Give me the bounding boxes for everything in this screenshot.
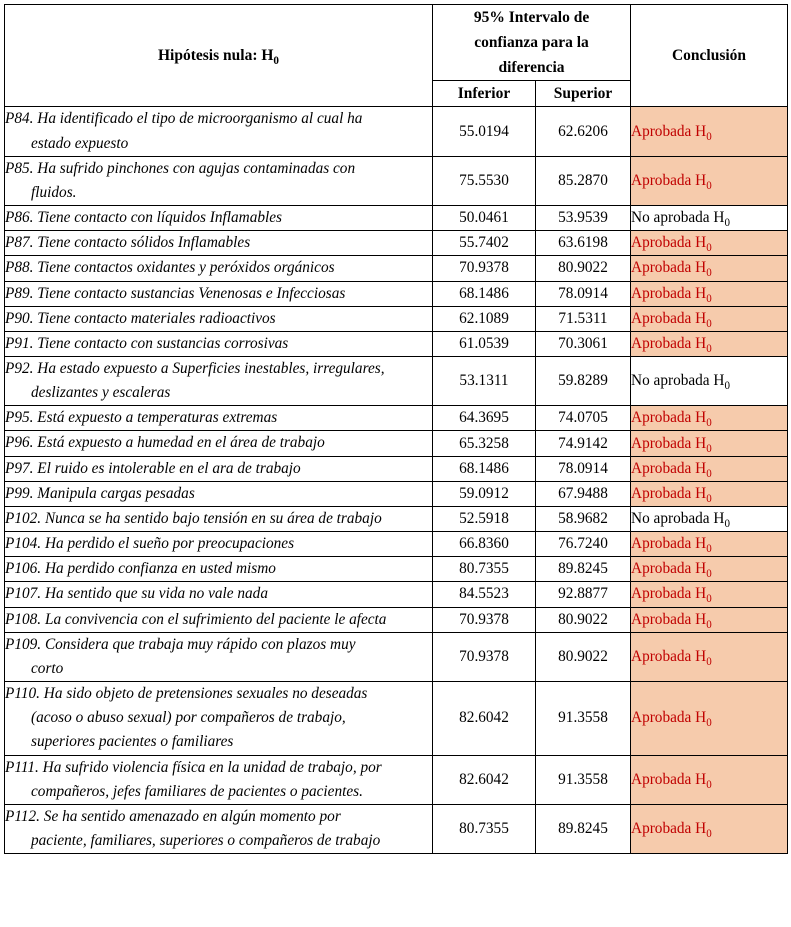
cell-upper-bound: 80.9022 [536,632,631,681]
cell-upper-bound: 62.6206 [536,107,631,156]
conclusion-label: Aprobada H [631,334,707,352]
cell-conclusion [631,481,788,506]
conclusion-label: Aprobada H [631,709,707,727]
table-row [5,481,788,506]
conclusion-label: No aprobada H [631,372,725,390]
hypothesis-text-line: estado expuesto [31,134,129,152]
cell-conclusion [631,682,788,755]
hypothesis-text-line: P112. Se ha sentido amenazado en algún momento por [5,807,341,825]
cell-hypothesis [5,406,433,431]
cell-conclusion [631,506,788,531]
cell-lower-bound: 61.0539 [433,331,536,356]
cell-upper-bound: 53.9539 [536,206,631,231]
cell-lower-bound: 68.1486 [433,456,536,481]
conclusion-subscript: 0 [706,467,712,480]
hypothesis-text-line: P89. Tiene contacto sustancias Venenosas e Infecciosas [5,284,346,302]
cell-upper-bound: 59.8289 [536,357,631,406]
cell-hypothesis [5,682,433,755]
table-row [5,682,788,755]
cell-hypothesis [5,607,433,632]
table-row [5,231,788,256]
conclusion-label: Aprobada H [631,259,707,277]
cell-lower-bound: 66.8360 [433,532,536,557]
cell-upper-bound: 92.8877 [536,582,631,607]
hypothesis-text-line: corto [31,659,64,677]
cell-conclusion [631,206,788,231]
conclusion-label: Aprobada H [631,309,707,327]
cell-hypothesis [5,107,433,156]
conclusion-subscript: 0 [706,828,712,841]
column-header-hypothesis-subscript: 0 [273,55,279,68]
cell-lower-bound: 50.0461 [433,206,536,231]
hypothesis-text-line: P107. Ha sentido que su vida no vale nada [5,585,268,603]
cell-conclusion [631,256,788,281]
conclusion-subscript: 0 [706,417,712,430]
cell-lower-bound: 70.9378 [433,632,536,681]
cell-conclusion [631,107,788,156]
table-row [5,256,788,281]
conclusion-label: Aprobada H [631,409,707,427]
table-row [5,107,788,156]
cell-upper-bound: 76.7240 [536,532,631,557]
hypothesis-text-line: P88. Tiene contactos oxidantes y peróxidos orgánicos [5,259,335,277]
cell-hypothesis [5,632,433,681]
conclusion-label: Aprobada H [631,535,707,553]
cell-lower-bound: 84.5523 [433,582,536,607]
cell-conclusion [631,231,788,256]
table-row [5,306,788,331]
conclusion-label: Aprobada H [631,484,707,502]
table-row [5,281,788,306]
cell-hypothesis [5,206,433,231]
conclusion-subscript: 0 [706,342,712,355]
conclusion-label: Aprobada H [631,610,707,628]
cell-lower-bound: 65.3258 [433,431,536,456]
cell-hypothesis [5,431,433,456]
cell-conclusion [631,632,788,681]
hypothesis-text-line: P91. Tiene contacto con sustancias corrosivas [5,334,289,352]
conclusion-subscript: 0 [706,317,712,330]
cell-lower-bound: 82.6042 [433,755,536,804]
conclusion-subscript: 0 [706,543,712,556]
cell-lower-bound: 70.9378 [433,256,536,281]
hypothesis-text-line: P92. Ha estado expuesto a Superficies inestables, irregulares, [5,360,385,377]
table-row [5,506,788,531]
column-header-upper-bound: Superior [536,81,631,107]
column-header-hypothesis [5,5,433,107]
hypothesis-text-line: P104. Ha perdido el sueño por preocupaciones [5,535,295,553]
cell-conclusion [631,582,788,607]
hypothesis-text-line: P97. El ruido es intolerable en el ara de trabajo [5,459,301,477]
cell-upper-bound: 89.8245 [536,557,631,582]
cell-upper-bound: 70.3061 [536,331,631,356]
cell-upper-bound: 67.9488 [536,481,631,506]
conclusion-label: Aprobada H [631,459,707,477]
cell-lower-bound: 68.1486 [433,281,536,306]
cell-upper-bound: 91.3558 [536,755,631,804]
conclusion-subscript: 0 [706,130,712,143]
cell-hypothesis [5,557,433,582]
table-row [5,456,788,481]
header-row-primary [5,5,788,81]
conclusion-subscript: 0 [706,492,712,505]
conclusion-subscript: 0 [724,217,730,230]
cell-hypothesis [5,331,433,356]
cell-hypothesis [5,481,433,506]
table-row [5,632,788,681]
conclusion-label: Aprobada H [631,434,707,452]
hypothesis-text-line: P85. Ha sufrido pinchones con agujas contaminadas con [5,159,356,177]
column-header-lower-bound: Inferior [433,81,536,107]
cell-lower-bound: 80.7355 [433,557,536,582]
hypothesis-text-line: P106. Ha perdido confianza en usted mismo [5,560,276,578]
cell-lower-bound: 55.7402 [433,231,536,256]
cell-upper-bound: 78.0914 [536,456,631,481]
cell-lower-bound: 59.0912 [433,481,536,506]
cell-conclusion [631,281,788,306]
hypothesis-text-line: P95. Está expuesto a temperaturas extremas [5,409,278,427]
conclusion-subscript: 0 [706,568,712,581]
hypothesis-text-line: fluidos. [31,183,77,201]
hypothesis-text-line: P84. Ha identificado el tipo de microorganismo al cual ha [5,110,363,128]
cell-upper-bound: 74.9142 [536,431,631,456]
table-row [5,156,788,205]
cell-conclusion [631,156,788,205]
conclusion-label: Aprobada H [631,819,707,837]
cell-lower-bound: 52.5918 [433,506,536,531]
hypothesis-results-table [4,4,788,854]
hypothesis-text-line: P109. Considera que trabaja muy rápido con plazos muy [5,635,356,653]
conclusion-subscript: 0 [706,242,712,255]
cell-hypothesis [5,582,433,607]
hypothesis-text-line: paciente, familiares, superiores o compañeros de trabajo [31,831,381,849]
cell-lower-bound: 64.3695 [433,406,536,431]
cell-upper-bound: 80.9022 [536,607,631,632]
cell-conclusion [631,532,788,557]
cell-upper-bound: 89.8245 [536,804,631,853]
cell-conclusion [631,331,788,356]
hypothesis-text-line: deslizantes y escaleras [31,384,171,402]
table-row [5,607,788,632]
cell-hypothesis [5,804,433,853]
cell-conclusion [631,406,788,431]
table-row [5,804,788,853]
conclusion-label: Aprobada H [631,770,707,788]
conclusion-subscript: 0 [706,442,712,455]
conclusion-subscript: 0 [724,518,730,531]
cell-conclusion [631,755,788,804]
ci-header-line-1: 95% Intervalo de [473,9,590,26]
cell-conclusion [631,557,788,582]
cell-upper-bound: 74.0705 [536,406,631,431]
cell-conclusion [631,431,788,456]
cell-lower-bound: 82.6042 [433,682,536,755]
cell-upper-bound: 78.0914 [536,281,631,306]
hypothesis-text-line: P110. Ha sido objeto de pretensiones sexuales no deseadas [5,685,368,703]
cell-lower-bound: 80.7355 [433,804,536,853]
hypothesis-text-line: compañeros, jefes familiares de pacientes o pacientes. [31,782,363,800]
ci-header-line-3: diferencia [498,59,565,77]
cell-conclusion [631,607,788,632]
conclusion-subscript: 0 [706,778,712,791]
hypothesis-text-line: P86. Tiene contacto con líquidos Inflamables [5,209,283,227]
table-body [5,107,788,854]
cell-hypothesis [5,532,433,557]
ci-header-line-2: confianza para la [474,34,589,52]
cell-upper-bound: 91.3558 [536,682,631,755]
cell-hypothesis [5,357,433,406]
column-header-hypothesis-label: Hipótesis nula: H [158,47,274,65]
cell-hypothesis [5,306,433,331]
hypothesis-text-line: P108. La convivencia con el sufrimiento del paciente le afecta [5,610,387,628]
cell-hypothesis [5,755,433,804]
hypothesis-text-line: P90. Tiene contacto materiales radioactivos [5,309,276,327]
table-row [5,431,788,456]
cell-upper-bound: 71.5311 [536,306,631,331]
conclusion-subscript: 0 [706,292,712,305]
cell-hypothesis [5,506,433,531]
cell-hypothesis [5,156,433,205]
table-row [5,582,788,607]
hypothesis-text-line: (acoso o abuso sexual) por compañeros de trabajo, [31,709,346,727]
table-row [5,557,788,582]
conclusion-label: No aprobada H [631,209,725,227]
table-header [5,5,788,107]
cell-lower-bound: 62.1089 [433,306,536,331]
hypothesis-text-line: P87. Tiene contacto sólidos Inflamables [5,234,251,252]
cell-upper-bound: 63.6198 [536,231,631,256]
conclusion-label: Aprobada H [631,585,707,603]
hypothesis-text-line: P99. Manipula cargas pesadas [5,484,195,502]
conclusion-subscript: 0 [706,655,712,668]
conclusion-subscript: 0 [706,618,712,631]
table-row [5,755,788,804]
cell-hypothesis [5,281,433,306]
cell-hypothesis [5,256,433,281]
conclusion-subscript: 0 [724,380,730,393]
cell-upper-bound: 58.9682 [536,506,631,531]
column-header-confidence-interval [433,5,631,81]
cell-lower-bound: 55.0194 [433,107,536,156]
cell-upper-bound: 80.9022 [536,256,631,281]
cell-conclusion [631,804,788,853]
conclusion-label: Aprobada H [631,647,707,665]
cell-conclusion [631,306,788,331]
conclusion-label: Aprobada H [631,284,707,302]
conclusion-label: Aprobada H [631,171,707,189]
hypothesis-text-line: superiores pacientes o familiares [31,733,234,751]
conclusion-subscript: 0 [706,593,712,606]
conclusion-label: Aprobada H [631,560,707,578]
table-row [5,206,788,231]
hypothesis-text-line: P102. Nunca se ha sentido bajo tensión en su área de trabajo [5,509,382,527]
conclusion-subscript: 0 [706,717,712,730]
table-row [5,357,788,406]
table-row [5,406,788,431]
cell-conclusion [631,357,788,406]
cell-lower-bound: 70.9378 [433,607,536,632]
cell-hypothesis [5,231,433,256]
table-row [5,331,788,356]
cell-upper-bound: 85.2870 [536,156,631,205]
cell-lower-bound: 75.5530 [433,156,536,205]
cell-lower-bound: 53.1311 [433,357,536,406]
cell-conclusion [631,456,788,481]
hypothesis-text-line: P96. Está expuesto a humedad en el área de trabajo [5,434,325,452]
conclusion-subscript: 0 [706,267,712,280]
conclusion-subscript: 0 [706,179,712,192]
cell-hypothesis [5,456,433,481]
conclusion-label: Aprobada H [631,122,707,140]
column-header-conclusion: Conclusión [631,5,788,107]
hypothesis-text-line: P111. Ha sufrido violencia física en la unidad de trabajo, por [5,758,382,776]
table-row [5,532,788,557]
conclusion-label: Aprobada H [631,234,707,252]
conclusion-label: No aprobada H [631,510,725,528]
